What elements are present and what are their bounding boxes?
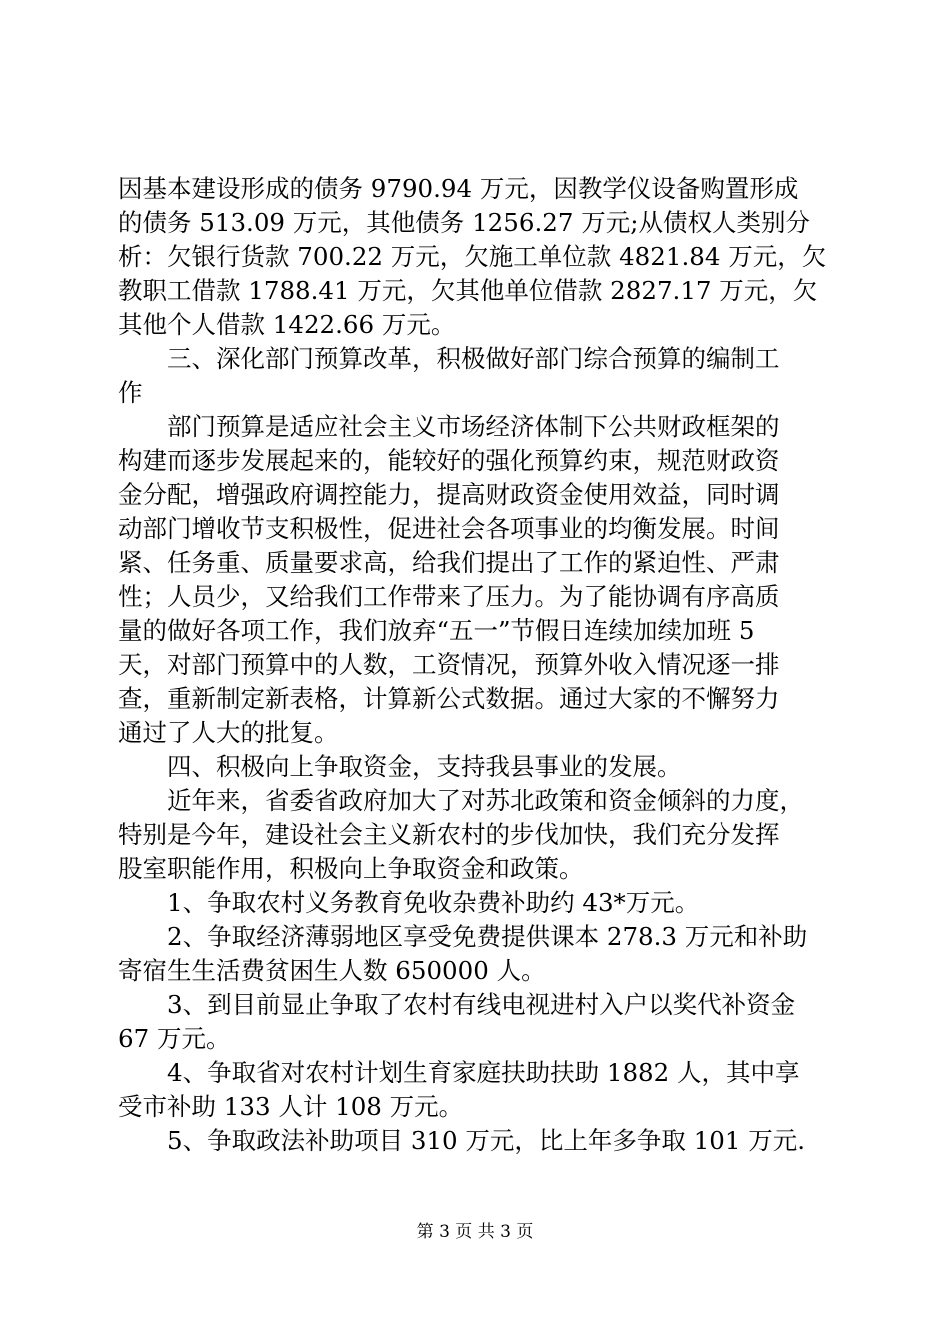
text-line: 特别是今年，建设社会主义新农村的步伐加快，我们充分发挥 [118,820,780,849]
text-line: 其他个人借款 1422.66 万元。 [118,310,456,339]
list-item-line: 1、争取农村义务教育免收杂费补助约 43*万元。 [118,888,700,917]
list-item-line: 受市补助 133 人计 108 万元。 [118,1092,464,1121]
list-item-line: 3、到目前显止争取了农村有线电视进村入户以奖代补资金 [118,990,796,1019]
list-item-line: 寄宿生生活费贫困生人数 650000 人。 [118,956,546,985]
text-line: 构建而逐步发展起来的，能较好的强化预算约束，规范财政资 [118,446,780,475]
list-item-line: 4、争取省对农村计划生育家庭扶助扶助 1882 人，其中享 [118,1058,800,1087]
text-line: 的债务 513.09 万元，其他债务 1256.27 万元;从债权人类别分 [118,208,810,237]
section-heading-line: 作 [118,378,143,407]
text-line: 教职工借款 1788.41 万元，欠其他单位借款 2827.17 万元，欠 [118,276,818,305]
text-line: 紧、任务重、质量要求高，给我们提出了工作的紧迫性、严肃 [118,548,780,577]
list-item-line: 5、争取政法补助项目 310 万元，比上年多争取 101 万元. [118,1126,806,1155]
list-item-line: 2、争取经济薄弱地区享受免费提供课本 278.3 万元和补助 [118,922,808,951]
text-line: 天，对部门预算中的人数，工资情况，预算外收入情况逐一排 [118,650,780,679]
text-line: 因基本建设形成的债务 9790.94 万元，因教学仪设备购置形成 [118,174,799,203]
list-item-line: 67 万元。 [118,1024,231,1053]
text-line: 量的做好各项工作，我们放弃“五一”节假日连续加续加班 5 [118,616,755,645]
text-line: 通过了人大的批复。 [118,718,339,747]
text-line: 析：欠银行货款 700.22 万元，欠施工单位款 4821.84 万元，欠 [118,242,827,271]
text-line: 股室职能作用，积极向上争取资金和政策。 [118,854,584,883]
text-line: 查，重新制定新表格，计算新公式数据。通过大家的不懈努力 [118,684,780,713]
text-line: 金分配，增强政府调控能力，提高财政资金使用效益，同时调 [118,480,780,509]
text-line: 动部门增收节支积极性，促进社会各项事业的均衡发展。时间 [118,514,780,543]
text-line: 部门预算是适应社会主义市场经济体制下公共财政框架的 [118,412,780,441]
section-heading-line: 四、积极向上争取资金，支持我县事业的发展。 [118,752,682,781]
text-line: 性；人员少，又给我们工作带来了压力。为了能协调有序高质 [118,582,780,611]
text-line: 近年来，省委省政府加大了对苏北政策和资金倾斜的力度， [118,786,804,815]
section-heading-line: 三、深化部门预算改革，积极做好部门综合预算的编制工 [118,344,780,373]
page-footer: 第 3 页 共 3 页 [416,1222,534,1242]
